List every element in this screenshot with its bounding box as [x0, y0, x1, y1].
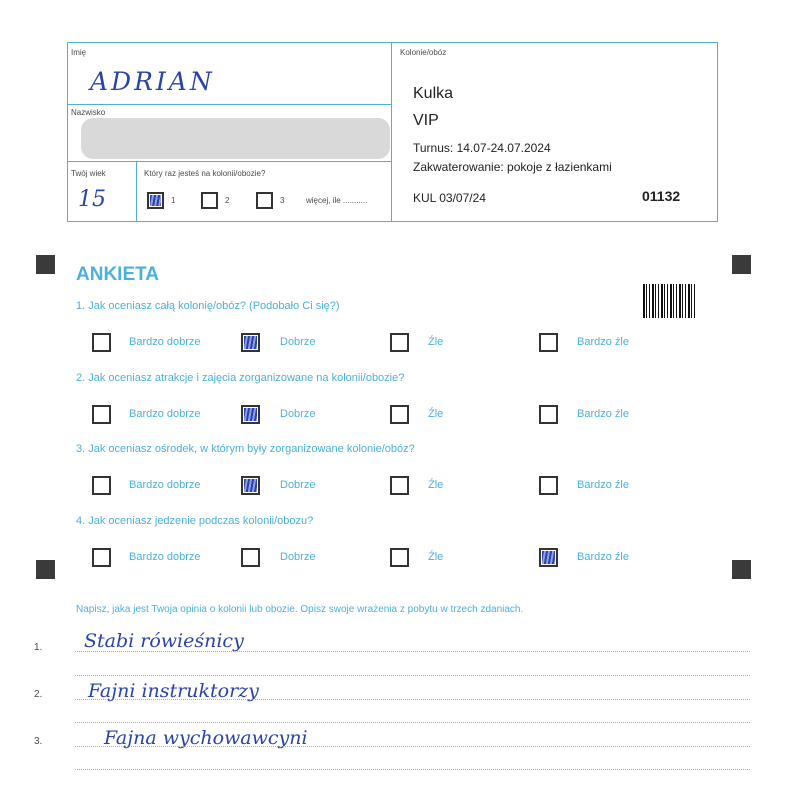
q1-option-checkbox-4[interactable] [539, 333, 558, 352]
camp-name: Kulka [413, 85, 454, 102]
q1-option-checkbox-3[interactable] [390, 333, 409, 352]
visit-count-checkbox-3[interactable] [256, 192, 273, 209]
q4-option-label-1: Bardzo dobrze [129, 551, 201, 563]
opinion-line [75, 769, 750, 770]
q4-option-checkbox-2[interactable] [241, 548, 260, 567]
q2-option-label-3: Źle [428, 408, 444, 420]
ktory-raz-label: Który raz jesteś na kolonii/obozie? [144, 169, 266, 178]
q3-option-checkbox-4[interactable] [539, 476, 558, 495]
q3-option-checkbox-1[interactable] [92, 476, 111, 495]
q1-option-label-2: Dobrze [280, 336, 316, 348]
visit-count-more: więcej, ile ........... [306, 196, 368, 205]
opinion-line [75, 722, 750, 723]
opinion-line-number-2: 2. [34, 689, 43, 700]
opinion-prompt: Napisz, jaka jest Twoja opinia o kolonii lub obozie. Opisz swoje wrażenia z pobytu w trzech zdaniach. [76, 604, 524, 615]
q2-option-checkbox-1[interactable] [92, 405, 111, 424]
q3-option-label-3: Źle [428, 479, 444, 491]
question-text-1: 1. Jak oceniasz całą kolonię/obóz? (Podobało Ci się?) [76, 300, 340, 312]
imie-value: ADRIAN [90, 67, 215, 96]
q2-option-checkbox-2[interactable] [241, 405, 260, 424]
redacted-surname [81, 118, 390, 159]
q3-option-label-1: Bardzo dobrze [129, 479, 201, 491]
q2-option-checkbox-4[interactable] [539, 405, 558, 424]
opinion-line [75, 746, 750, 747]
q1-option-label-1: Bardzo dobrze [129, 336, 201, 348]
q4-option-checkbox-1[interactable] [92, 548, 111, 567]
barcode [643, 284, 695, 318]
q3-option-checkbox-2[interactable] [241, 476, 260, 495]
q4-option-checkbox-4[interactable] [539, 548, 558, 567]
wiek-label: Twój wiek [71, 169, 106, 178]
visit-count-checkbox-2[interactable] [201, 192, 218, 209]
wiek-value: 15 [78, 187, 106, 212]
opinion-line [75, 651, 750, 652]
q2-option-label-2: Dobrze [280, 408, 316, 420]
opinion-line [75, 699, 750, 700]
q2-option-checkbox-3[interactable] [390, 405, 409, 424]
q4-option-label-4: Bardzo źle [577, 551, 629, 563]
registration-marker [36, 255, 55, 274]
camp-code: KUL 03/07/24 [413, 191, 486, 205]
registration-marker [732, 560, 751, 579]
q3-option-label-4: Bardzo źle [577, 479, 629, 491]
kolonie-label: Kolonie/obóz [400, 48, 447, 57]
question-text-3: 3. Jak oceniasz ośrodek, w którym były zorganizowane kolonie/obóz? [76, 443, 415, 455]
imie-label: Imię [71, 48, 87, 57]
q2-option-label-4: Bardzo źle [577, 408, 629, 420]
turnus: Turnus: 14.07-24.07.2024 [413, 141, 551, 155]
registration-marker [732, 255, 751, 274]
survey-title: ANKIETA [76, 264, 160, 285]
q2-option-label-1: Bardzo dobrze [129, 408, 201, 420]
q3-option-label-2: Dobrze [280, 479, 316, 491]
q4-option-label-2: Dobrze [280, 551, 316, 563]
opinion-line-number-3: 3. [34, 736, 43, 747]
header-box [67, 42, 718, 222]
q1-option-label-4: Bardzo źle [577, 336, 629, 348]
q4-option-label-3: Źle [428, 551, 444, 563]
camp-variant: VIP [413, 112, 439, 129]
zakwaterowanie: Zakwaterowanie: pokoje z łazienkami [413, 160, 612, 174]
q1-option-checkbox-1[interactable] [92, 333, 111, 352]
nazwisko-label: Nazwisko [71, 108, 106, 117]
opinion-line-text-3: Fajna wychowawcyni [104, 727, 308, 749]
opinion-line-number-1: 1. [34, 642, 43, 653]
opinion-line-text-1: Stabi rówieśnicy [84, 630, 244, 652]
visit-count-label-1: 1 [171, 196, 176, 205]
q1-option-checkbox-2[interactable] [241, 333, 260, 352]
opinion-line-text-2: Fajni instruktorzy [88, 680, 259, 702]
q3-option-checkbox-3[interactable] [390, 476, 409, 495]
visit-count-label-3: 3 [280, 196, 285, 205]
question-text-2: 2. Jak oceniasz atrakcje i zajęcia zorganizowane na kolonii/obozie? [76, 372, 405, 384]
registration-marker [36, 560, 55, 579]
form-number: 01132 [642, 188, 681, 204]
question-text-4: 4. Jak oceniasz jedzenie podczas kolonii/obozu? [76, 515, 314, 527]
visit-count-label-2: 2 [225, 196, 230, 205]
q1-option-label-3: Źle [428, 336, 444, 348]
q4-option-checkbox-3[interactable] [390, 548, 409, 567]
visit-count-checkbox-1[interactable] [147, 192, 164, 209]
opinion-line [75, 675, 750, 676]
